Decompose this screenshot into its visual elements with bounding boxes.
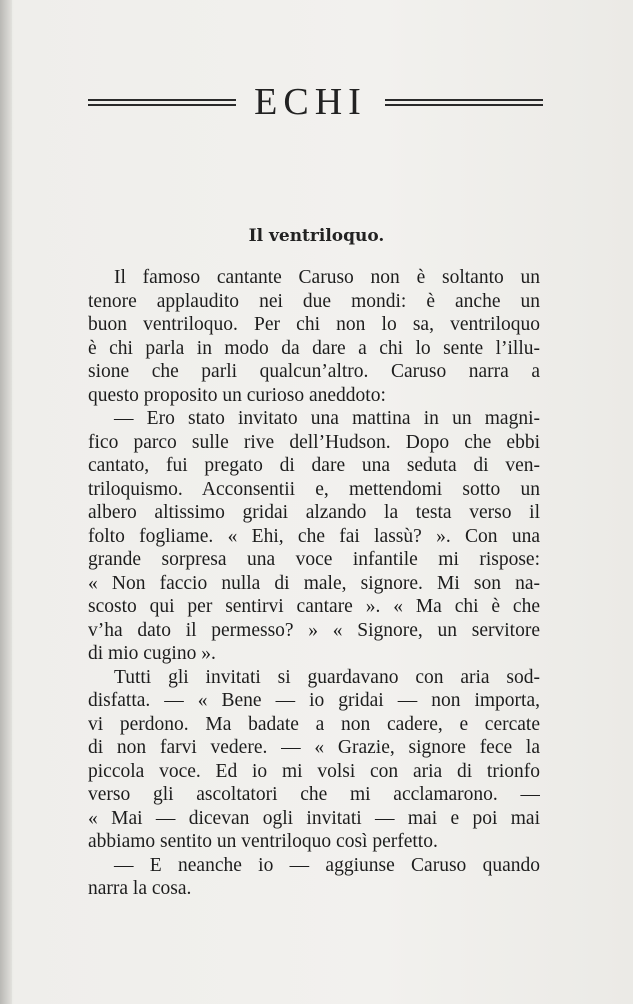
text-line: v’ha dato il permesso? » « Signore, un servitore xyxy=(88,619,540,641)
article-title: Il ventriloquo. xyxy=(248,226,385,246)
text-line: vi perdono. Ma badate a non cadere, e cercate xyxy=(88,713,540,735)
text-line: triloquismo. Acconsentii e, mettendomi sotto un xyxy=(88,478,540,500)
text-line: — E neanche io — aggiunse Caruso quando xyxy=(114,854,540,876)
page-binding-edge xyxy=(0,0,12,1004)
section-title: ECHI xyxy=(254,81,367,123)
text-line: abbiamo sentito un ventriloquo così perfetto. xyxy=(88,831,438,852)
text-line: buon ventriloquo. Per chi non lo sa, ventriloquo xyxy=(88,314,540,335)
text-line: grande sorpresa una voce infantile mi rispose: xyxy=(88,549,540,570)
text-line: « Non faccio nulla di male, signore. Mi son na- xyxy=(88,572,540,594)
text-line: di non farvi vedere. — « Grazie, signore fece la xyxy=(88,737,540,758)
text-line: è chi parla in modo da dare a chi lo sente l’illu- xyxy=(88,337,540,359)
text-line: « Mai — dicevan ogli invitati — mai e poi mai xyxy=(88,807,540,829)
text-line: questo proposito un curioso aneddoto: xyxy=(88,384,386,406)
text-line: Il famoso cantante Caruso non è soltanto un xyxy=(114,267,540,288)
text-line: verso gli ascoltatori che mi acclamarono. — xyxy=(88,784,540,805)
text-line: di mio cugino ». xyxy=(88,643,216,664)
text-line: fico parco sulle rive dell’Hudson. Dopo che ebbi xyxy=(88,431,540,453)
header-rule-left xyxy=(88,99,236,101)
text-line: tenore applaudito nei due mondi: è anche un xyxy=(88,290,540,312)
text-line: scosto qui per sentirvi cantare ». « Ma chi è che xyxy=(88,596,540,617)
text-line: — Ero stato invitato una mattina in un magni- xyxy=(114,408,540,429)
header-rule-right xyxy=(385,99,543,101)
text-line: albero altissimo gridai alzando la testa verso il xyxy=(88,502,540,523)
article-body xyxy=(88,266,540,901)
text-line: sione che parli qualcun’altro. Caruso narra a xyxy=(88,361,540,382)
text-line: disfatta. — « Bene — io gridai — non importa, xyxy=(88,690,540,711)
section-header xyxy=(88,80,543,124)
text-line: cantato, fui pregato di dare una seduta di ven- xyxy=(88,455,540,476)
text-line: piccola voce. Ed io mi volsi con aria di trionfo xyxy=(88,760,540,782)
text-line: folto fogliame. « Ehi, che fai lassù? ». Con una xyxy=(88,525,540,547)
text-line: Tutti gli invitati si guardavano con aria sod- xyxy=(114,666,540,688)
text-line: narra la cosa. xyxy=(88,878,192,899)
